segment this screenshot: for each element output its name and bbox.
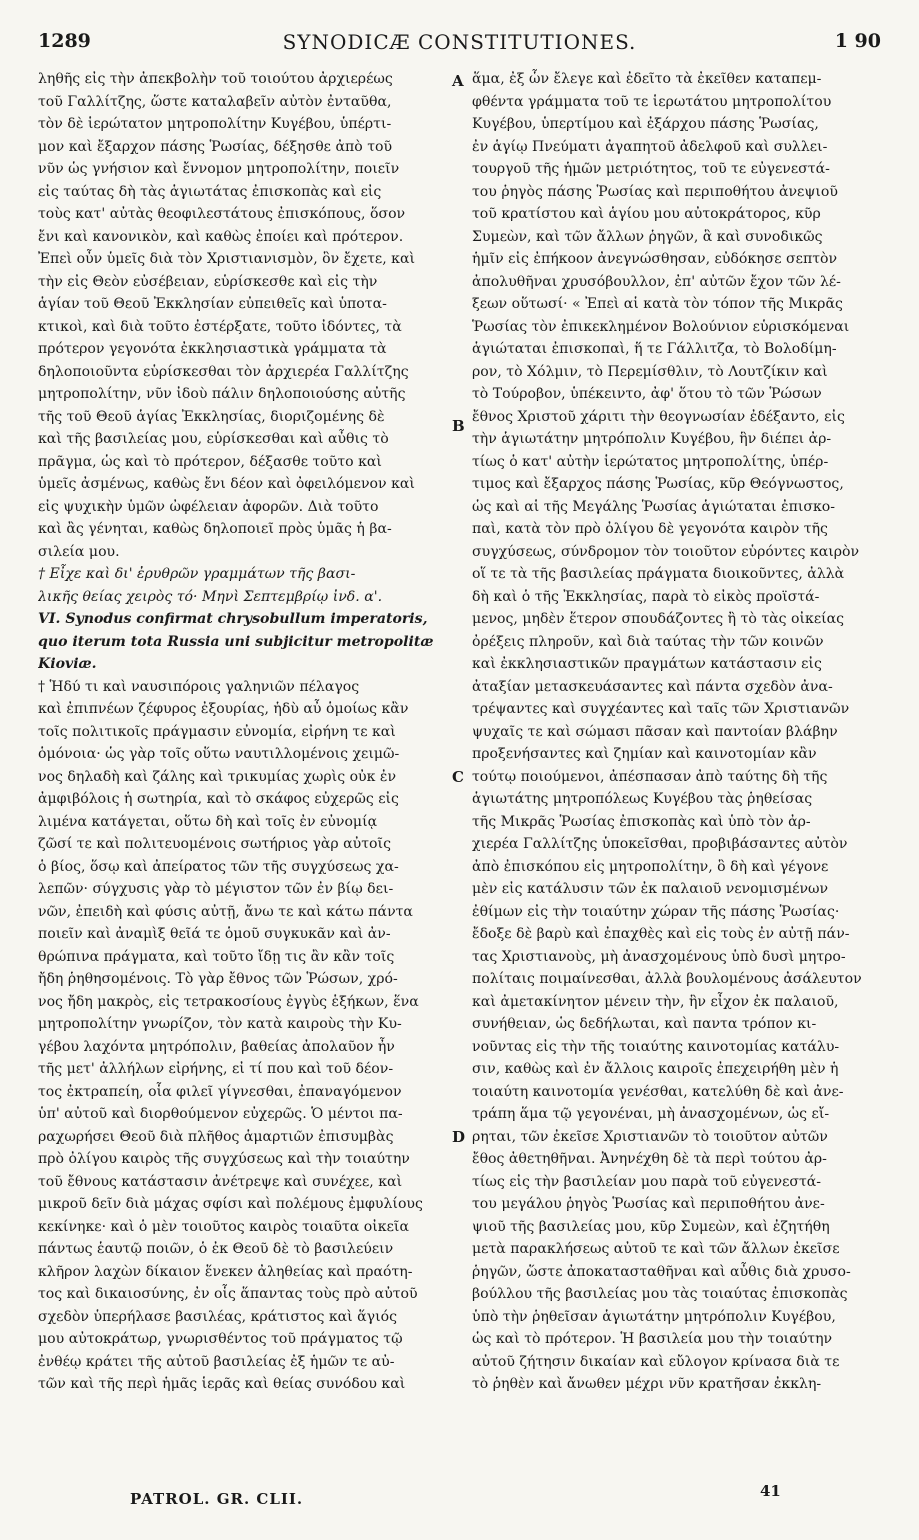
right-column-line: τὸ Τούροβον, ὑπέκειντο, ἀφ' ὅτου τὸ τῶν Ῥώσων xyxy=(472,386,822,402)
right-column-line: τιμος καὶ ἔξαρχος πάσης Ῥωσίας, κῦρ Θεόγνωστος, xyxy=(472,476,844,492)
left-column-line: τοῦ ἔθνους κατάστασιν ἀνέτρεψε καὶ συνέχεε, καὶ xyxy=(38,1173,403,1190)
left-column-line: νῶν, ἐπειδὴ καὶ φύσις αὐτῇ, ἄνω τε καὶ κάτω πάντα xyxy=(38,903,413,920)
right-column-line: ἔθνος Χριστοῦ χάριτι τὴν θεογνωσίαν ἐδέξαντο, εἰς xyxy=(472,408,845,425)
left-column-line: λιμένα κατάγεται, οὕτω δὴ καὶ τοῖς ἐν εὐνομίᾳ xyxy=(38,813,378,830)
left-column-line: τος καὶ δικαιοσύνης, ἐν οἷς ἅπαντας τοὺς πρὸ αὐτοῦ xyxy=(38,1286,418,1302)
right-column-line: ξεων οὕτωσί· « Ἐπεὶ αἱ κατὰ τὸν τόπον τῆς Μικρᾶς xyxy=(472,296,843,312)
right-column-line: τούτῳ ποιούμενοι, ἀπέσπασαν ἀπὸ ταύτης δὴ τῆς xyxy=(472,768,828,785)
left-column-line: quo iterum tota Russia uni subjicitur metropolitæ xyxy=(38,633,434,650)
left-column-line: τος ἐκτραπείη, οἷα φιλεῖ γίγνεσθαι, ἐπαναγόμενον xyxy=(38,1083,402,1100)
right-column-line: του ῥηγὸς πάσης Ῥωσίας καὶ περιποθήτου ἀνεψιοῦ xyxy=(472,183,838,200)
right-column-line: ἁγιώταται ἐπισκοπαὶ, ἥ τε Γάλλιτζα, τὸ Βολοδίμη- xyxy=(472,341,837,357)
left-column-line: ἀμφιβόλοις ἡ σωτηρία, καὶ τὸ σκάφος εὐχερῶς εἰς xyxy=(38,791,399,807)
right-column-line: ρον, τὸ Χόλμιν, τὸ Περεμίσθλιν, τὸ Λουτζίκιν καὶ xyxy=(472,363,828,380)
right-column-line: τὴν ἁγιωτάτην μητρόπολιν Κυγέβου, ἣν διέπει ἀρ- xyxy=(472,431,832,447)
section-marker-d: D xyxy=(452,1128,466,1146)
left-column-line: κλῆρον λαχὼν δίκαιον ἕνεκεν ἀληθείας καὶ πραότη- xyxy=(38,1263,413,1280)
left-column-line: ἁγίαν τοῦ Θεοῦ Ἐκκλησίαν εὐπειθεῖς καὶ ὑποτα- xyxy=(38,296,387,312)
right-column-line: Ῥωσίας τὸν ἐπικεκλημένον Βολούνιον εὑρισκόμεναι xyxy=(472,318,850,335)
left-column-line: ζῶσί τε καὶ πολιτευομένοις σωτήριος γὰρ αὐτοῖς xyxy=(38,836,391,852)
right-column-line: φθέντα γράμματα τοῦ τε ἱερωτάτου μητροπολίτου xyxy=(472,93,832,110)
left-column-line: ὁμόνοια· ὡς γὰρ τοῖς οὕτω ναυτιλλομένοις χειμῶ- xyxy=(38,746,400,762)
right-column-line: Κυγέβου, ὑπερτίμου καὶ ἐξάρχου πάσης Ῥωσίας, xyxy=(472,116,819,132)
series-signature: PATROL. GR. CLII. xyxy=(130,1490,304,1508)
left-column-line: νος ἤδη μακρὸς, εἰς τετρακοσίους ἐγγὺς ἑξήκων, ἕνα xyxy=(38,993,419,1010)
left-column-line: ἤδη ῥηθησομένοις. Τὸ γὰρ ἔθνος τῶν Ῥώσων, χρό- xyxy=(38,971,398,987)
left-column-line: τοῖς πολιτικοῖς πράγμασιν εὐνομία, εἰρήνη τε καὶ xyxy=(38,723,396,740)
right-column-line: τὸ ῥηθὲν καὶ ἄνωθεν μέχρι νῦν κρατῆσαν ἐκκλη- xyxy=(472,1376,822,1392)
page-header xyxy=(38,30,881,56)
right-column-line: συνήθειαν, ὡς δεδήλωται, καὶ παντα τρόπον κι- xyxy=(472,1016,817,1032)
left-column-line: εἰς ψυχικὴν ὑμῶν ὠφέλειαν ἀφορῶν. Διὰ τοῦτο xyxy=(38,498,379,515)
left-column-line: πρᾶγμα, ὡς καὶ τὸ πρότερον, δέξασθε τοῦτο καὶ xyxy=(38,453,382,470)
right-column-line: ὡς καὶ τὸ πρότερον. Ἡ βασιλεία μου τὴν τοιαύτην xyxy=(472,1331,833,1347)
page-footer xyxy=(0,1482,919,1530)
left-column-line: λικῆς θείας χειρὸς τό· Μηνὶ Σεπτεμβρίῳ ἰνδ. α'. xyxy=(38,588,383,605)
left-column-line: τὴν εἰς Θεὸν εὐσέβειαν, εὑρίσκεσθε καὶ εἰς τὴν xyxy=(38,273,378,290)
left-column-line: γέβου λαχόντα μητρόπολιν, βαθείας ἀπολαῦον ἦν xyxy=(38,1038,395,1055)
right-column-line: ῥηγῶν, ὥστε ἀποκατασταθῆναι καὶ αὖθις διὰ χρυσο- xyxy=(472,1263,851,1280)
left-column-line: Ἐπεὶ οὖν ὑμεῖς διὰ τὸν Χριστιανισμὸν, ὃν ἔχετε, καὶ xyxy=(38,251,416,267)
right-column-line: καὶ ἐκκλησιαστικῶν πραγμάτων κατάστασιν εἰς xyxy=(472,656,822,672)
left-column-line: τῆς μετ' ἀλλήλων εἰρήνης, εἰ τί που καὶ τοῦ δέον- xyxy=(38,1061,394,1077)
left-column-line: τοῦ Γαλλίτζης, ὥστε καταλαβεῖν αὐτὸν ἐνταῦθα, xyxy=(38,93,392,110)
right-column-line: ἔθος ἀθετηθῆναι. Ἀνηνέχθη δὲ τὰ περὶ τούτου ἀρ- xyxy=(472,1151,827,1167)
left-column-line: μητροπολίτην, νῦν ἰδοὺ πάλιν δηλοποιούσης αὐτῆς xyxy=(38,386,406,402)
right-column-line: αὐτοῦ ζήτησιν δικαίαν καὶ εὔλογον κρίνασα διὰ τε xyxy=(472,1353,840,1370)
left-column-line: σχεδὸν ὑπερήλασε βασιλέας, κράτιστος καὶ ἅγιός xyxy=(38,1308,397,1325)
left-column-line: τὸν δὲ ἱερώτατον μητροπολίτην Κυγέβου, ὑπέρτι- xyxy=(38,116,392,132)
right-column xyxy=(470,68,880,1396)
right-column-line: παὶ, κατὰ τὸν πρὸ ὀλίγου δὲ γεγονότα καιρὸν τῆς xyxy=(472,521,828,537)
right-column-line: ὑπὸ τὴν ῥηθεῖσαν ἁγιωτάτην μητρόπολιν Κυγέβου, xyxy=(472,1308,836,1325)
left-column-line: κεκίνηκε· καὶ ὁ μὲν τοιοῦτος καιρὸς τοιαῦτα οἰκεῖα xyxy=(38,1218,409,1235)
right-column-line: ψυχαῖς τε καὶ σώμασι πᾶσαν καὶ παντοίαν βλάβην xyxy=(472,723,838,740)
right-column-line: τουργοῦ τῆς ἡμῶν μετριότητος, τοῦ τε εὐγενεστά- xyxy=(472,161,830,177)
right-column-line: ἡμῖν εἰς ἐπήκοον ἀνεγνώσθησαν, εὐδόκησε σεπτὸν xyxy=(472,251,838,267)
section-marker-b: B xyxy=(452,417,465,435)
right-column-line: σιν, καθὼς καὶ ἐν ἄλλοις καιροῖς ἐπεχειρήθη μὲν ἡ xyxy=(472,1061,839,1077)
left-column-line: ραχωρήσει Θεοῦ διὰ πλῆθος ἁμαρτιῶν ἐπισυμβὰς xyxy=(38,1128,394,1145)
right-column-line: βούλλου τῆς βασιλείας μου τὰς τοιαύτας ἐπισκοπὰς xyxy=(472,1286,848,1302)
right-column-line: ἐν ἁγίῳ Πνεύματι ἀγαπητοῦ ἀδελφοῦ καὶ συλλει- xyxy=(472,138,828,155)
left-column-line: νῦν ὡς γνήσιον καὶ ἔννομον μητροπολίτην, ποιεῖν xyxy=(38,161,400,177)
left-column-line: μικροῦ δεῖν διὰ μάχας σφίσι καὶ πολέμους ἐμφυλίους xyxy=(38,1196,423,1212)
right-column-line: προξενήσαντες καὶ ζημίαν καὶ καινοτομίαν κἂν xyxy=(472,746,817,762)
right-column-line: νοῦντας εἰς τὴν τῆς τοιαύτης καινοτομίας κατάλυ- xyxy=(472,1038,840,1055)
section-marker-c: C xyxy=(452,768,464,786)
right-column-line: μενος, μηδὲν ἕτερον σπουδάζοντες ἢ τὸ τὰς οἰκείας xyxy=(472,611,845,627)
left-column-line: VI. Synodus confirmat chrysobullum imperatoris, xyxy=(38,611,428,627)
left-column-line: πρὸ ὀλίγου καιρὸς τῆς συγχύσεως καὶ τὴν τοιαύτην xyxy=(38,1151,410,1167)
page-number-left: 1289 xyxy=(38,30,91,52)
right-column-line: ἀταξίαν μετασκευάσαντες καὶ πάντα σχεδὸν ἀνα- xyxy=(472,678,833,695)
left-column-line: κτικοὶ, καὶ διὰ τοῦτο ἐστέρξατε, τοῦτο ἰδόντες, τὰ xyxy=(38,318,402,335)
left-column-line: † Εἶχε καὶ δι' ἐρυθρῶν γραμμάτων τῆς βασι- xyxy=(38,566,356,582)
right-column-line: χιερέα Γαλλίτζης ὑποκεῖσθαι, προβιβάσαντες αὐτὸν xyxy=(472,836,848,852)
right-column-line: συγχύσεως, σύνδρομον τὸν τοιοῦτον εὑρόντες καιρὸν xyxy=(472,543,860,560)
page-number-right: 1 90 xyxy=(834,30,881,52)
left-column-line: μητροπολίτην γνωρίζον, τὸν κατὰ καιροὺς τὴν Κυ- xyxy=(38,1016,402,1032)
right-column-line: οἵ τε τὰ τῆς βασιλείας πράγματα διοικοῦντες, ἀλλὰ xyxy=(472,566,845,582)
right-column-line: ἔδοξε δὲ βαρὺ καὶ ἐπαχθὲς καὶ εἰς τοὺς ἐν αὐτῇ πάν- xyxy=(472,926,850,942)
left-column-line: μου αὐτοκράτωρ, γνωρισθέντος τοῦ πράγματος τῷ xyxy=(38,1331,403,1347)
right-column-line: ὀρέξεις πληροῦν, καὶ διὰ ταύτας τὴν τῶν κοινῶν xyxy=(472,633,824,650)
right-column-line: καὶ ἀμετακίνητον μένειν τὴν, ἣν εἶχον ἐκ παλαιοῦ, xyxy=(472,993,839,1010)
right-column-line: ἀπὸ ἐπισκόπου εἰς μητροπολίτην, ὃ δὴ καὶ γέγονε xyxy=(472,858,829,875)
left-column-line: λεπῶν· σύγχυσις γὰρ τὸ μέγιστον τῶν ἐν βίῳ δει- xyxy=(38,881,394,897)
left-column-line: καὶ ἐπιπνέων ζέφυρος ἐξουρίας, ἡδὺ αὖ ὁμοίως κἂν xyxy=(38,701,409,717)
left-column-line: ὑπ' αὐτοῦ καὶ διορθούμενον εὐχερῶς. Ὁ μέντοι πα- xyxy=(38,1106,403,1122)
right-column-line: τοιαύτη καινοτομία γενέσθαι, κατελύθη δὲ καὶ ἀνε- xyxy=(472,1083,844,1100)
right-column-line: μὲν εἰς κατάλυσιν τῶν ἐκ παλαιοῦ νενομισμένων xyxy=(472,881,829,897)
left-column-line: τῆς τοῦ Θεοῦ ἁγίας Ἐκκλησίας, διοριζομένης δὲ xyxy=(38,408,385,425)
right-column-line: ἀπολυθῆναι χρυσόβουλλον, ἐπ' αὐτῶν ἔχον τῶν λέ- xyxy=(472,273,841,290)
left-column-line: νος δηλαδὴ καὶ ζάλης καὶ τρικυμίας χωρὶς οὐκ ἐν xyxy=(38,768,397,785)
left-column-line: καὶ ἂς γένηται, καθὼς δηλοποιεῖ πρὸς ὑμᾶς ἡ βα- xyxy=(38,521,392,537)
left-column-line: ἐνθέῳ κράτει τῆς αὐτοῦ βασιλείας ἐξ ἡμῶν τε αὐ- xyxy=(38,1353,395,1370)
left-column-line: πρότερον γεγονότα ἐκκλησιαστικὰ γράμματα τὰ xyxy=(38,341,387,357)
right-column-line: ψιοῦ τῆς βασιλείας μου, κῦρ Συμεὼν, καὶ ἐζητήθη xyxy=(472,1218,830,1235)
right-column-line: μετὰ παρακλήσεως αὐτοῦ τε καὶ τῶν ἄλλων ἐκεῖσε xyxy=(472,1241,840,1257)
section-marker-a: A xyxy=(452,72,464,90)
left-column-line: τοὺς κατ' αὐτὰς θεοφιλεστάτους ἐπισκόπους, ὅσον xyxy=(38,206,406,222)
left-column-line: καὶ τῆς βασιλείας μου, εὑρίσκεσθαι καὶ αὖθις τὸ xyxy=(38,431,389,447)
right-column-line: του μεγάλου ῥηγὸς Ῥωσίας καὶ περιποθήτου ἀνε- xyxy=(472,1196,825,1212)
left-column-line: μον καὶ ἔξαρχον πάσης Ῥωσίας, δέξησθε ἀπὸ τοῦ xyxy=(38,138,393,155)
right-column-line: τίως ὁ κατ' αὐτὴν ἱερώτατος μητροπολίτης, ὑπέρ- xyxy=(472,453,829,470)
left-column-line: Kioviæ. xyxy=(38,656,97,672)
gathering-number: 41 xyxy=(760,1482,781,1500)
right-column-line: ὡς καὶ αἱ τῆς Μεγάλης Ῥωσίας ἁγιώταται ἐπισκο- xyxy=(472,498,836,515)
right-column-line: ἁγιωτάτης μητροπόλεως Κυγέβου τὰς ῥηθείσας xyxy=(472,791,813,807)
left-column-line: ποιεῖν καὶ ἀναμὶξ θεῖά τε ὁμοῦ συγκυκᾶν καὶ ἀν- xyxy=(38,926,391,942)
left-column-line: ὁ βίος, ὅσῳ καὶ ἀπείρατος τῶν τῆς συγχύσεως χα- xyxy=(38,858,399,875)
left-column-line: ληθῆς εἰς τὴν ἀπεκβολὴν τοῦ τοιούτου ἀρχιερέως xyxy=(38,71,393,87)
left-column-line: ὑμεῖς ἀσμένως, καθὼς ἔνι δέον καὶ ὀφειλόμενον καὶ xyxy=(38,476,415,492)
right-column-line: τοῦ κρατίστου καὶ ἁγίου μου αὐτοκράτορος, κῦρ xyxy=(472,206,821,222)
right-column-line: δὴ καὶ ὁ τῆς Ἐκκλησίας, παρὰ τὸ εἰκὸς προϊστά- xyxy=(472,588,820,605)
left-column-line: σιλεία μου. xyxy=(38,543,120,560)
running-title: SYNODICÆ CONSTITUTIONES. xyxy=(282,30,637,54)
left-column-line: πάντως ἑαυτῷ ποιῶν, ὁ ἐκ Θεοῦ δὲ τὸ βασιλεύειν xyxy=(38,1241,394,1257)
left-column-line: θρώπινα πράγματα, καὶ τοῦτο ἴδῃ τις ἂν κἂν τοῖς xyxy=(38,948,395,965)
right-column-line: τας Χριστιανοὺς, μὴ ἀνασχομένους ὑπὸ δυσὶ μητρο- xyxy=(472,948,846,965)
right-column-line: ἐθίμων εἰς τὴν τοιαύτην χώραν τῆς πάσης Ῥωσίας· xyxy=(472,903,840,920)
right-column-line: τρέψαντες καὶ συγχέαντες καὶ ταῖς τῶν Χριστιανῶν xyxy=(472,701,850,717)
right-column-line: ρηται, τῶν ἐκεῖσε Χριστιανῶν τὸ τοιοῦτον αὐτῶν xyxy=(472,1128,828,1145)
right-column-line: ἅμα, ἐξ ὧν ἔλεγε καὶ ἐδεῖτο τὰ ἐκεῖθεν καταπεμ- xyxy=(472,71,822,87)
left-column-line: ἔνι καὶ κανονικὸν, καὶ καθὼς ἐποίει καὶ πρότερον. xyxy=(38,228,404,245)
right-column-line: τῆς Μικρᾶς Ῥωσίας ἐπισκοπὰς καὶ ὑπὸ τὸν ἀρ- xyxy=(472,813,811,830)
right-column-line: Συμεὼν, καὶ τῶν ἄλλων ῥηγῶν, ἃ καὶ συνοδικῶς xyxy=(472,228,823,245)
left-column-line: δηλοποιοῦντα εὑρίσκεσθαι τὸν ἀρχιερέα Γαλλίτζης xyxy=(38,363,409,380)
left-column-line: εἰς ταύτας δὴ τὰς ἁγιωτάτας ἐπισκοπὰς καὶ εἰς xyxy=(38,183,382,200)
right-column-line: τίως εἰς τὴν βασιλείαν μου παρὰ τοῦ εὐγενεστά- xyxy=(472,1173,822,1190)
right-column-line: τράπη ἅμα τῷ γεγονέναι, μὴ ἀνασχομένων, ὡς εἴ- xyxy=(472,1106,830,1122)
left-column-line: τῶν καὶ τῆς περὶ ἡμᾶς ἱερᾶς καὶ θείας συνόδου καὶ xyxy=(38,1376,406,1392)
right-column-line: πολίταις ποιμαίνεσθαι, ἀλλὰ βουλομένους ἀσάλευτον xyxy=(472,971,862,987)
left-column-line: † Ἡδύ τι καὶ ναυσιπόροις γαληνιῶν πέλαγος xyxy=(38,678,360,695)
left-column xyxy=(38,68,446,1396)
